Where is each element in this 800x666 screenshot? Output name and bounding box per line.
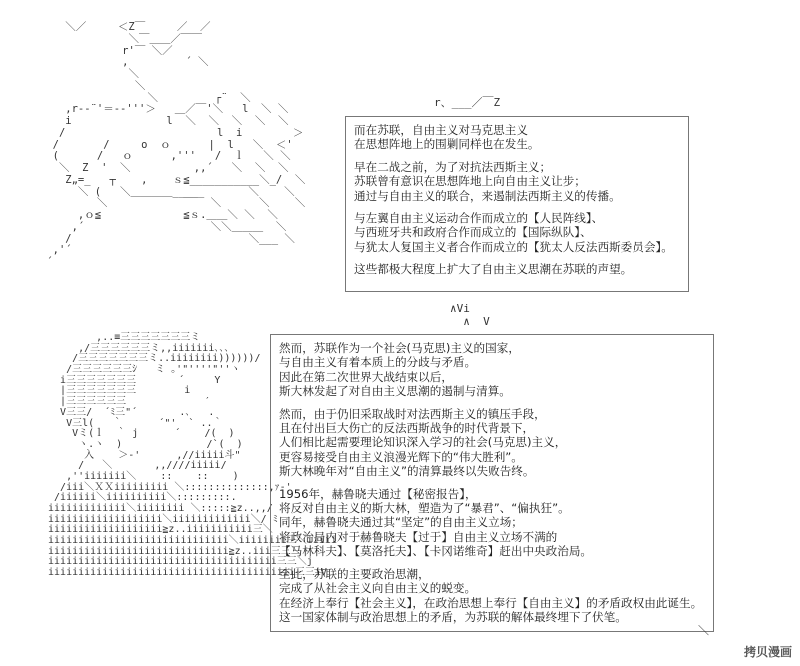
watermark-logo: 拷贝漫画 (743, 645, 792, 659)
text-line: 1956年，赫鲁晓夫通过【秘密报告】， (279, 486, 477, 501)
middle-ornament: ∧Vi ∧ V (450, 302, 490, 329)
paragraph (354, 211, 680, 254)
text-line: 斯大林晚年对“自由主义”的清算最终以失败告终。 (279, 464, 535, 479)
text-line: 与左翼自由主义运动合作而成立的【人民阵线】、 (354, 211, 604, 226)
text-line: 同年，赫鲁晓夫通过其“坚定”的自由主义立场； (279, 515, 523, 530)
paragraph (279, 567, 705, 625)
text-line: 早在二战之前，为了对抗法西斯主义； (354, 159, 552, 174)
deer-ascii-art: ＼／ ＜Z￣ ／ ／ ＼￣＿＿／￣￣ r'￣ ＼／ , ´ ＼ ＼ ＼ ＼ ┌¨ ＼ ,r--¨'＝--'''＞ ＿／￣'＼ l ＼ ＼ i l ＼ ＼ ＼ ＼ ＼ / l i ＞ / / o ｏ | l ＼ ＜' ( / ｏ ,''' / ｌ ＼ ＼ ＼ Z ' ＼ ,,´ ＼ ＼ ＼ Z„=_ ┬ , ｓ≦___________＼_/ ＼ ＼ ( ＼＿＿＿＿____ ＼ ＼ ＼ ￣￣ ＼ ＼ ＼ ,ｏ≦ ≦ｓ.＿＿＼ ＼ ＼ ,´ ＼＼＿＿＿ ＼ / ＼___ ＼ ,'´ ´ (46, 21, 306, 268)
paragraph (354, 160, 680, 203)
paragraph (279, 407, 705, 479)
text-line: 然而，由于仍旧采取战时对法西斯主义的镇压手段， (279, 406, 546, 421)
text-line: 至此，苏联的主要政治思潮， (279, 566, 430, 581)
tail-ornament: ＼ (698, 624, 709, 637)
text-line: 通过与自由主义的联合，来遏制法西斯主义的传播。 (354, 188, 621, 203)
text-line: 人们相比起需要理论知识深入学习的社会(马克思)主义， (279, 435, 567, 450)
text-line: 【马林科夫】、【莫洛托夫】、【卡冈诺维奇】赶出中央政治局。 (279, 544, 593, 559)
top-text-box (345, 116, 689, 292)
text-line: 更容易接受自由主义浪漫光辉下的“伟大胜利”。 (279, 449, 523, 464)
text-line: 因此在第二次世界大战结束以后， (279, 369, 453, 384)
top-ornament: r、___／￣Z (434, 96, 501, 109)
text-line: 这些都极大程度上扩大了自由主义思潮在苏联的声望。 (354, 262, 633, 277)
text-line: 然而，苏联作为一个社会(马克思)主义的国家， (279, 341, 520, 355)
paragraph (279, 487, 705, 559)
text-line: 在经济上奉行【社会主义】，在政治思想上奉行【自由主义】的矛盾政权由此诞生。 (279, 595, 703, 610)
text-line: 而在苏联，自由主义对马克思主义 (354, 123, 528, 137)
text-line: 斯大林发起了对自由主义思潮的遏制与清算。 (279, 384, 511, 399)
text-line: 这一国家体制与政治思想上的矛盾，为苏联的解体最终埋下了伏笔。 (279, 609, 627, 624)
text-line: 与自由主义有着本质上的分歧与矛盾。 (279, 355, 477, 370)
text-line: 与西班牙共和政府合作而成立的【国际纵队】、 (354, 225, 592, 240)
text-line: 与犹太人复国主义者合作而成立的【犹太人反法西斯委员会】。 (354, 239, 673, 254)
stalin-ascii-art: ,..≡三三三三三三三ミ ,/三三三三三三ミ,,iiiiiii､､､ /三三三三三三三ミ..iiiiiiii))))))/ /三三三三三三ｼ ミ ｡'"''''"''ヽ i三三三三三三三 ´ Y |三三三三三三三 i |三三三三三三 ′ V三三/ ´ﾐ三"´ .､ . V三l( ｀ ´"' ` ..｀ Vミ(ｌ ｀ j ´ /( ) ヽ.ヽ ) /`( ) 入 ＞-' ,//iiiii斗" / ＼ ,,////iiiii/ ,''iiiiiii＼ :: :: ) /iii＼ＸＸiiiiiiiii ＼::::::::::::::,ｧ-' /iiiiii＼iiiiiiiiii＼:::::::::. iiiiiiiiiiiii＼iiiiiiii ＼:::::≧z..,,/ iiiiiiiiiiiiiiiiiii＼iiiiiiiiiiiii＼/ ﾐ iiiiiiiiiiiiiiiiiii≧z..iiiiiiiiiii三＼ iiiiiiiiiiiiiiiiiiiiiiiiiiiiii＼iiiiiiii三＼iiiii iiiiiiiiiiiiiiiiiiiiiiiiiiiiii≧z..iii三三＼ iiiiiiiiiiiiiiiiiiiiiiiiiiiiiiiiiiiiii三三＼j iiiiiiiiiiiiiiiiiiiiiiiiiiiiiiiiiiiiiiiii三三iV (48, 332, 337, 579)
text-line: 且在付出巨大伤亡的反法西斯战争的时代背景下， (279, 421, 535, 436)
text-line: 苏联曾有意识在思想阵地上向自由主义让步； (354, 174, 586, 189)
text-line: 将反对自由主义的斯大林，塑造为了“暴君”、“偏执狂”。 (279, 501, 570, 516)
bottom-text-box (270, 334, 714, 632)
text-line: 在思想阵地上的围剿同样也在发生。 (354, 137, 540, 152)
text-line: 将政治局内对于赫鲁晓夫【过于】自由主义立场不满的 (279, 529, 558, 544)
paragraph (279, 341, 705, 399)
paragraph (354, 123, 680, 152)
paragraph (354, 262, 680, 276)
text-line: 完成了从社会主义向自由主义的蜕变。 (279, 581, 477, 596)
